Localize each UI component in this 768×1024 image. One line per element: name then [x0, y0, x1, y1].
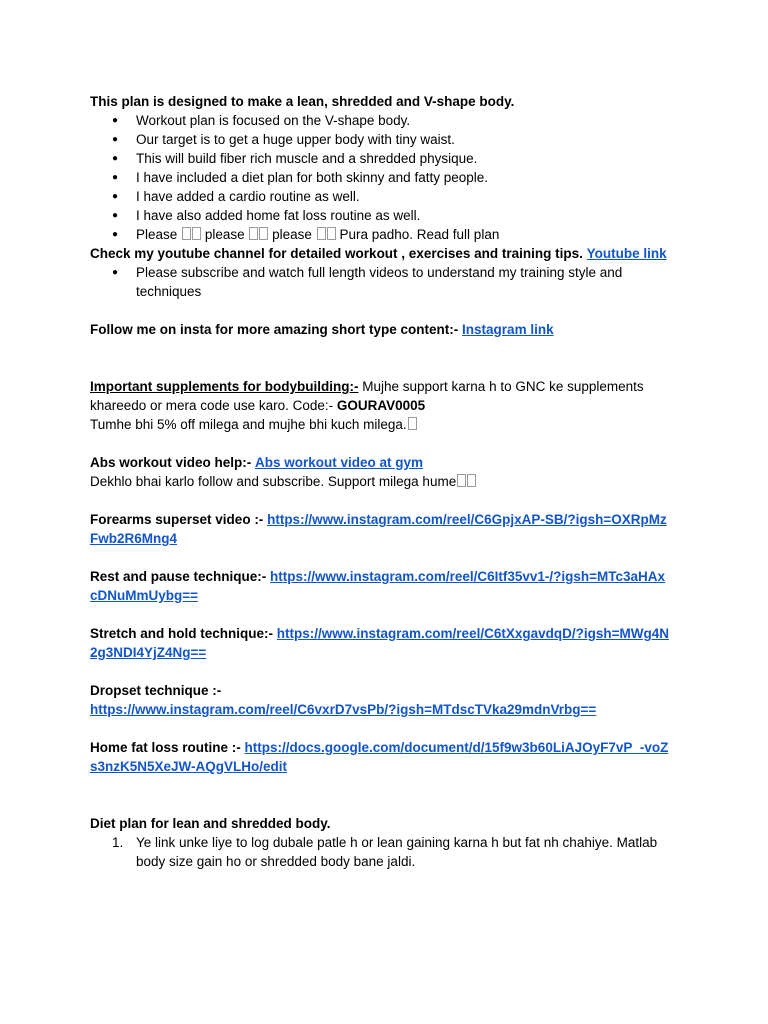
stretch-hold-paragraph	[90, 624, 670, 662]
abs-paragraph	[90, 453, 670, 472]
youtube-bullet-list	[90, 263, 670, 301]
dropset-paragraph	[90, 681, 670, 700]
youtube-text: Check my youtube channel for detailed workout , exercises and training tips.	[90, 246, 583, 261]
dropset-label: Dropset technique :-	[90, 683, 222, 698]
missing-glyph-icon	[467, 474, 476, 487]
list-item	[90, 833, 670, 871]
missing-glyph-icon	[182, 227, 191, 240]
list-item: ● Workout plan is focused on the V-shape body.	[90, 111, 670, 130]
instagram-link[interactable]: Instagram link	[462, 322, 554, 337]
youtube-paragraph	[90, 244, 670, 263]
supplements-line2: Tumhe bhi 5% off milega and mujhe bhi kuch milega.	[90, 415, 670, 434]
supplements-paragraph	[90, 377, 670, 415]
list-item: ● Our target is to get a huge upper body with tiny waist.	[90, 130, 670, 149]
please-word: Please	[136, 227, 178, 242]
missing-glyph-icon	[327, 227, 336, 240]
stretch-hold-label: Stretch and hold technique:-	[90, 626, 274, 641]
insta-paragraph	[90, 320, 670, 339]
supplements-text: Mujhe support karna h to GNC ke supplements khareedo or mera code use karo. Code:-	[90, 379, 644, 413]
list-item: ● This will build fiber rich muscle and a shredded physique.	[90, 149, 670, 168]
rest-pause-paragraph	[90, 567, 670, 605]
insta-text: Follow me on insta for more amazing short type content:-	[90, 322, 459, 337]
forearms-label: Forearms superset video :-	[90, 512, 264, 527]
abs-text-line: Dekhlo bhai karlo follow and subscribe. Support milega hume	[90, 472, 670, 491]
dropset-link-line	[90, 700, 670, 719]
stretch-hold-link[interactable]: https://www.instagram.com/reel/C6tXxgavdqD/?igsh=MWg4N2g3NDI4YjZ4Ng==	[90, 626, 669, 660]
missing-glyph-icon	[457, 474, 466, 487]
missing-glyph-icon	[192, 227, 201, 240]
diet-title: Diet plan for lean and shredded body.	[90, 816, 331, 831]
missing-glyph-icon	[259, 227, 268, 240]
home-fat-loss-label: Home fat loss routine :-	[90, 740, 241, 755]
list-item-please	[90, 225, 670, 244]
please-word: please	[204, 227, 245, 242]
list-number: 1.	[112, 835, 124, 850]
diet-item-text: Ye link unke liye to log dubale patle h or lean gaining karna h but fat nh chahiye. Matlab body size gain ho or shredded body bane jaldi.	[136, 835, 658, 869]
abs-video-link[interactable]: Abs workout video at gym	[255, 455, 424, 470]
please-word: please	[272, 227, 312, 242]
abs-label: Abs workout video help:-	[90, 455, 252, 470]
home-fat-loss-paragraph	[90, 738, 670, 776]
missing-glyph-icon	[249, 227, 258, 240]
intro-bullet-list	[90, 111, 670, 244]
dropset-link[interactable]: https://www.instagram.com/reel/C6vxrD7vsPb/?igsh=MTdscTVka29mdnVrbg==	[90, 702, 597, 717]
supplement-code: GOURAV0005	[336, 398, 426, 413]
intro-title: This plan is designed to make a lean, shredded and V-shape body.	[90, 94, 515, 109]
list-item: ● Please subscribe and watch full length videos to understand my training style and techniques	[90, 263, 670, 301]
youtube-link[interactable]: Youtube link	[586, 246, 667, 261]
missing-glyph-icon	[408, 417, 417, 430]
home-fat-loss-link[interactable]: https://docs.google.com/document/d/15f9w3b60LiAJOyF7vP_-voZs3nzK5N5XeJW-AQgVLHo/edit	[90, 740, 669, 774]
list-item: ● I have included a diet plan for both skinny and fatty people.	[90, 168, 670, 187]
list-item: ● I have also added home fat loss routine as well.	[90, 206, 670, 225]
list-item: ● I have added a cardio routine as well.	[90, 187, 670, 206]
supplements-label: Important supplements for bodybuilding:-	[90, 379, 359, 394]
please-tail: Pura padho. Read full plan	[339, 227, 500, 242]
diet-numbered-list	[90, 833, 670, 871]
rest-pause-link[interactable]: https://www.instagram.com/reel/C6Itf35vv1-/?igsh=MTc3aHAxcDNuMmUybg==	[90, 569, 666, 603]
missing-glyph-icon	[317, 227, 326, 240]
document-page	[90, 92, 670, 871]
forearms-paragraph	[90, 510, 670, 548]
forearms-video-link[interactable]: https://www.instagram.com/reel/C6GpjxAP-SB/?igsh=OXRpMzFwb2R6Mng4	[90, 512, 667, 546]
rest-pause-label: Rest and pause technique:-	[90, 569, 267, 584]
